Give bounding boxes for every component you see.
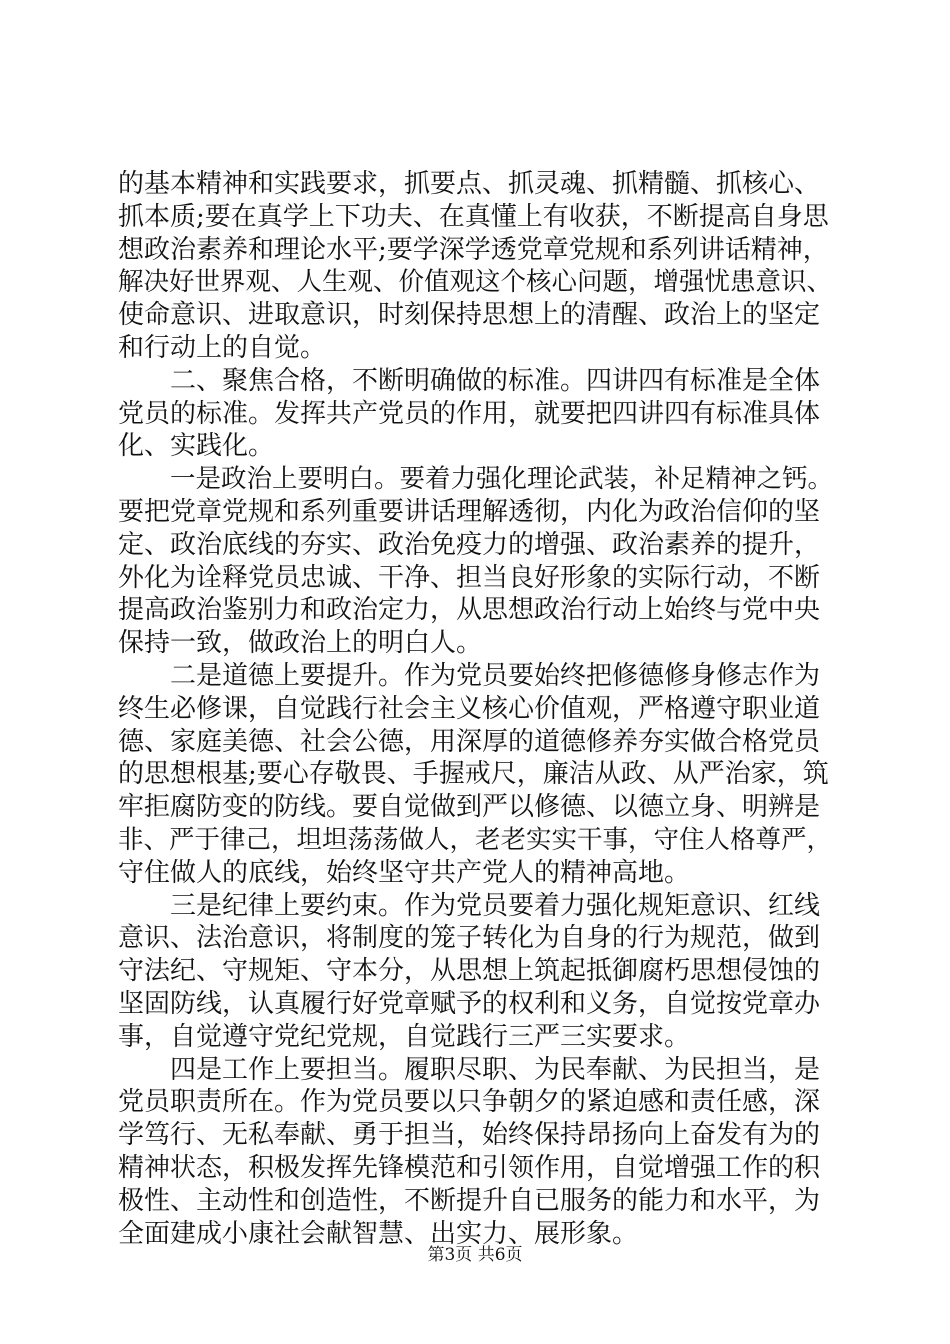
text-line: 想政治素养和理论水平;要学深学透党章党规和系列讲话精神，	[118, 234, 829, 265]
text-line: 党员职责所在。作为党员要以只争朝夕的紧迫感和责任感，深	[118, 1087, 821, 1118]
paragraph-first-line: 一是政治上要明白。要着力强化理论武装，补足精神之钙。	[170, 464, 834, 495]
text-line: 的思想根基;要心存敬畏、手握戒尺，廉洁从政、从严治家，筑	[118, 759, 829, 790]
paragraph-first-line: 三是纪律上要约束。作为党员要着力强化规矩意识、红线	[170, 890, 821, 921]
text-line: 化、实践化。	[118, 431, 275, 462]
text-line: 使命意识、进取意识，时刻保持思想上的清醒、政治上的坚定	[118, 300, 821, 331]
text-line: 外化为诠释党员忠诚、干净、担当良好形象的实际行动，不断	[118, 562, 821, 593]
text-line: 意识、法治意识，将制度的笼子转化为自身的行为规范，做到	[118, 923, 821, 954]
text-line: 德、家庭美德、社会公德，用深厚的道德修养夯实做合格党员	[118, 726, 821, 757]
text-line: 非、严于律己，坦坦荡荡做人，老老实实干事，守住人格尊严，	[118, 824, 833, 855]
page-footer: 第3页 共6页	[427, 1245, 523, 1265]
text-line: 提高政治鉴别力和政治定力，从思想政治行动上始终与党中央	[118, 595, 821, 626]
text-line: 学笃行、无私奉献、勇于担当，始终保持昂扬向上奋发有为的	[118, 1120, 821, 1151]
paragraph-first-line: 二、聚焦合格，不断明确做的标准。四讲四有标准是全体	[170, 365, 821, 396]
text-line: 保持一致，做政治上的明白人。	[118, 628, 483, 659]
text-line: 全面建成小康社会献智慧、出实力、展形象。	[118, 1218, 639, 1249]
body-text	[118, 168, 838, 1250]
text-line: 事，自觉遵守党纪党规，自觉践行三严三实要求。	[118, 1021, 691, 1052]
text-line: 极性、主动性和创造性，不断提升自已服务的能力和水平，为	[118, 1185, 821, 1216]
text-line: 守法纪、守规矩、守本分，从思想上筑起抵御腐朽思想侵蚀的	[118, 956, 821, 987]
paragraph-first-line: 四是工作上要担当。履职尽职、为民奉献、为民担当，是	[170, 1054, 821, 1085]
text-line: 抓本质;要在真学上下功夫、在真懂上有收获，不断提高自身思	[118, 201, 829, 232]
text-line: 和行动上的自觉。	[118, 332, 327, 363]
text-line: 解决好世界观、人生观、价值观这个核心问题，增强忧患意识、	[118, 267, 833, 298]
text-line: 要把党章党规和系列重要讲话理解透彻，内化为政治信仰的坚	[118, 496, 821, 527]
text-line: 的基本精神和实践要求，抓要点、抓灵魂、抓精髓、抓核心、	[118, 169, 821, 199]
text-line: 坚固防线，认真履行好党章赋予的权利和义务，自觉按党章办	[118, 988, 821, 1019]
text-line: 定、政治底线的夯实、政治免疫力的增强、政治素养的提升，	[118, 529, 821, 560]
text-line: 牢拒腐防变的防线。要自觉做到严以修德、以德立身、明辨是	[118, 792, 821, 823]
text-line: 精神状态，积极发挥先锋模范和引领作用，自觉增强工作的积	[118, 1152, 821, 1183]
text-line: 守住做人的底线，始终坚守共产党人的精神高地。	[118, 857, 691, 888]
paragraph-first-line: 二是道德上要提升。作为党员要始终把修德修身修志作为	[170, 660, 821, 691]
text-line: 党员的标准。发挥共产党员的作用，就要把四讲四有标准具体	[118, 398, 821, 429]
text-line: 终生必修课，自觉践行社会主义核心价值观，严格遵守职业道	[118, 693, 821, 724]
